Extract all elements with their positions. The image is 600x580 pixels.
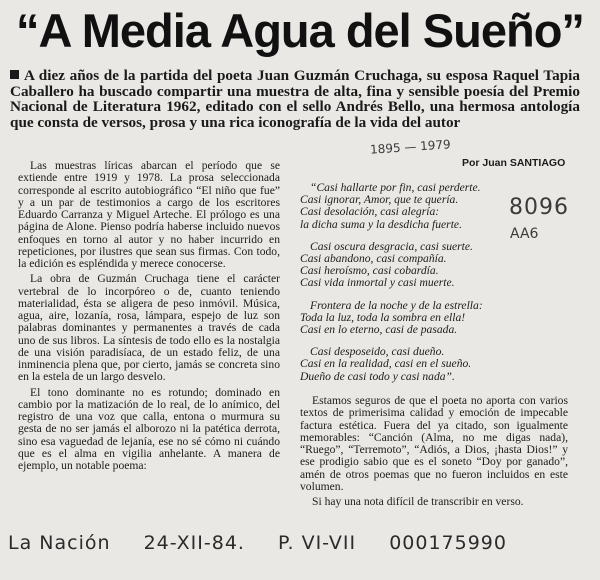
poem-line: Frontera de la noche y de la estrella: bbox=[310, 298, 483, 312]
poem-line: Casi vida inmortal y casi muerte. bbox=[300, 276, 455, 290]
body-paragraph: El tono dominante no es rotundo; dominado en cambio por la matización de lo real, de lo anímico, del registro de una voz que calla, entona o murmura su gesta de no ser jamás el alborozo ni la patética derrota, sino esa vaguedad de lejanía, ese no sé cómo ni cuándo que es el alma en vigilia anhelante. A manera de ejemplo, un notable poema: bbox=[18, 385, 280, 472]
poem-line: Casi en lo eterno, casi de pasada. bbox=[300, 323, 458, 337]
poem-stanza bbox=[300, 241, 570, 290]
poem-line: Casi desposeido, casi dueño. bbox=[310, 345, 445, 359]
poem-line: Casi ignorar, Amor, que te quería. bbox=[300, 193, 459, 207]
body-paragraph: Las muestras líricas abarcan el período que se extiende entre 1919 y 1978. La prosa seleccionada corresponde al escrito autobiográfico “El niño que fue” y a un par de testimonios a cargo de los escritores Eduardo Carranza y Miguel Arteche. El prólogo es una página de Alone. Pienso podría haberse incluido nuevos enfoques en torno al autor y no haber incurrido en repeticiones, por ilustres que sean sus firmas. Con todo, la edición es espléndida y merece conocerse. bbox=[18, 159, 280, 270]
left-column bbox=[18, 160, 280, 475]
footer-pages: P. VI-VII bbox=[278, 532, 357, 554]
handwritten-years: 1895 — 1979 bbox=[369, 137, 452, 157]
poem-line: Dueño de casi todo y casi nada”. bbox=[300, 369, 455, 383]
poem-stanza bbox=[300, 300, 570, 337]
handwritten-footer bbox=[8, 532, 598, 554]
handwritten-code: 8096 bbox=[509, 195, 569, 220]
handwritten-tag: AA6 bbox=[510, 226, 539, 242]
poem-line: Toda la luz, toda la sombra en ella! bbox=[300, 310, 466, 324]
poem-line: Casi abandono, casi compañía. bbox=[300, 252, 447, 266]
right-column-prose bbox=[300, 395, 568, 512]
body-paragraph: Si hay una nota difícil de transcribir en verso. bbox=[312, 495, 524, 509]
body-paragraph: La obra de Guzmán Cruchaga tiene el carácter vertebral de lo incorpóreo o de, cuanto teniendo materialidad, ésta se aligera de peso inmóvil. Música, agua, aire, lozanía, rosa, lámpara, espejo de luz son palabras dominantes y permanentes a través de cada uno de sus libros. La síntesis de todo ello es la nostalgia de una visión paradisíaca, de un estado feliz, de una inminencia plena que, por cierto, jamás se concreta sino en la estela de un largo desvelo. bbox=[18, 272, 280, 384]
poem-line: Casi heroísmo, casi cobardía. bbox=[300, 264, 439, 278]
poem bbox=[300, 182, 570, 393]
lead-paragraph bbox=[10, 68, 580, 130]
square-bullet-icon bbox=[10, 70, 19, 79]
poem-line: “Casi hallarte por fin, casi perderte. bbox=[310, 181, 481, 194]
lead-text: A diez años de la partida del poeta Juan Guzmán Cruchaga, su esposa Raquel Tapia Caballero ha buscado compartir una muestra de alta, fina y sensible poesía del Premio Nacional de Literatura 1962, editado con el sello Andrés Bello, una hermosa antología que consta de versos, prosa y una rica iconografía de la vida del autor bbox=[10, 67, 580, 131]
footer-date: 24-XII-84. bbox=[143, 532, 245, 554]
headline: “A Media Agua del Sueño” bbox=[16, 4, 584, 57]
poem-line: la dicha suma y la desdicha fuerte. bbox=[300, 217, 462, 231]
byline: Por Juan SANTIAGO bbox=[462, 157, 566, 169]
poem-stanza bbox=[300, 182, 570, 231]
poem-line: Casi desolación, casi alegría: bbox=[300, 205, 440, 219]
body-paragraph: Estamos seguros de que el poeta no aporta con varios textos de primerisima calidad y emoción de impecable factura estética. Fuera del ya citado, son igualmente memorables: “Canción (Alma, no me digas nada), “Ruego”, “Terremoto”, “Adiós, a Dios, ¡hasta Dios!” y ese prodigio sabio que es el soneto “Doy por ganado”, amén de otros poemas que no fueron incluidos en este volumen. bbox=[300, 394, 568, 494]
poem-stanza bbox=[300, 346, 570, 383]
footer-number: 000175990 bbox=[389, 532, 507, 554]
poem-line: Casi oscura desgracia, casi suerte. bbox=[310, 239, 473, 253]
footer-source: La Nación bbox=[8, 532, 111, 554]
poem-line: Casi en la realidad, casi en el sueño. bbox=[300, 357, 472, 371]
